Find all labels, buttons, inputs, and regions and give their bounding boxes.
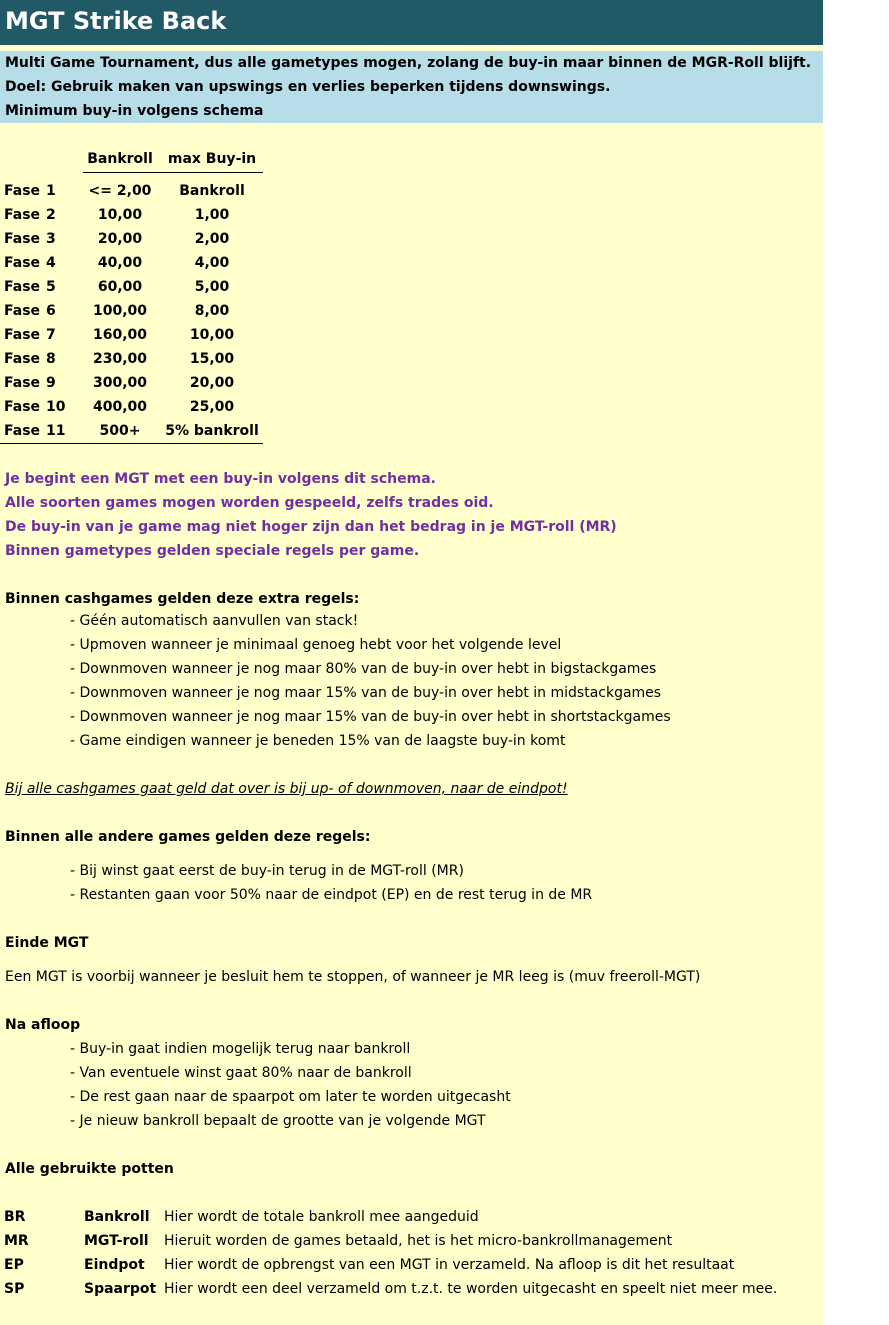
pot-description: Hier wordt de opbrengst van een MGT in verzameld. Na afloop is dit het resultaat: [164, 1257, 735, 1273]
bankroll-value: 500+: [99, 423, 141, 439]
pot-row: [0, 1205, 823, 1229]
bankroll-value: 60,00: [97, 279, 143, 295]
list-item: - Downmoven wanneer je nog maar 15% van de buy-in over hebt in midstackgames: [70, 685, 662, 701]
pot-name: Bankroll: [84, 1209, 150, 1225]
bankroll-value: 100,00: [92, 303, 148, 319]
pot-abbreviation: MR: [4, 1233, 29, 1249]
fase-number: 4: [46, 255, 56, 271]
table-row: [0, 299, 263, 323]
fase-number: 7: [46, 327, 56, 343]
fase-label: Fase: [4, 183, 41, 199]
pot-description: Hieruit worden de games betaald, het is het micro-bankrollmanagement: [164, 1233, 673, 1249]
fase-label: Fase: [4, 255, 41, 271]
potten-heading: Alle gebruikte potten: [5, 1161, 174, 1177]
fase-number: 1: [46, 183, 56, 199]
fase-label: Fase: [4, 327, 41, 343]
pot-name: Eindpot: [84, 1257, 145, 1273]
list-item: - De rest gaan naar de spaarpot om later te worden uitgecasht: [70, 1089, 511, 1105]
cashgames-heading: Binnen cashgames gelden deze extra regels:: [5, 591, 360, 607]
fase-number: 6: [46, 303, 56, 319]
intro-line-2: Doel: Gebruik maken van upswings en verlies beperken tijdens downswings.: [5, 79, 611, 95]
list-item: - Je nieuw bankroll bepaalt de grootte van je volgende MGT: [70, 1113, 486, 1129]
table-row: [0, 179, 263, 203]
fase-number: 11: [46, 423, 66, 439]
list-item: - Buy-in gaat indien mogelijk terug naar bankroll: [70, 1041, 411, 1057]
fase-label: Fase: [4, 207, 41, 223]
list-item: - Restanten gaan voor 50% naar de eindpot (EP) en de rest terug in de MR: [70, 887, 593, 903]
fase-label: Fase: [4, 279, 41, 295]
cashgames-note: Bij alle cashgames gaat geld dat over is bij up- of downmoven, naar de eindpot!: [5, 781, 568, 797]
info-line: De buy-in van je game mag niet hoger zijn dan het bedrag in je MGT-roll (MR): [5, 519, 617, 535]
list-item: - Upmoven wanneer je minimaal genoeg hebt voor het volgende level: [70, 637, 562, 653]
table-row: [0, 371, 263, 395]
afloop-heading: Na afloop: [5, 1017, 81, 1033]
pot-description: Hier wordt de totale bankroll mee aangeduid: [164, 1209, 479, 1225]
fase-label: Fase: [4, 399, 41, 415]
header-underline: [83, 172, 263, 173]
pot-row: [0, 1229, 823, 1253]
info-line: Binnen gametypes gelden speciale regels per game.: [5, 543, 420, 559]
einde-text: Een MGT is voorbij wanneer je besluit hem te stoppen, of wanneer je MR leeg is (muv freeroll-MGT): [5, 969, 701, 985]
buyin-value: 5,00: [194, 279, 230, 295]
buyin-value: 4,00: [194, 255, 230, 271]
pot-abbreviation: SP: [4, 1281, 25, 1297]
buyin-value: Bankroll: [179, 183, 245, 199]
fase-label: Fase: [4, 375, 41, 391]
fase-number: 5: [46, 279, 56, 295]
table-bottom-border: [0, 443, 263, 444]
buyin-value: 8,00: [194, 303, 230, 319]
fase-label: Fase: [4, 303, 41, 319]
bankroll-value: 10,00: [97, 207, 143, 223]
buyin-value: 5% bankroll: [165, 423, 259, 439]
pot-abbreviation: EP: [4, 1257, 24, 1273]
table-row: [0, 275, 263, 299]
list-item: - Van eventuele winst gaat 80% naar de bankroll: [70, 1065, 412, 1081]
fase-label: Fase: [4, 231, 41, 247]
buyin-value: 15,00: [189, 351, 235, 367]
page-title: MGT Strike Back: [5, 7, 227, 35]
pot-row: [0, 1277, 823, 1301]
list-item: - Downmoven wanneer je nog maar 15% van de buy-in over hebt in shortstackgames: [70, 709, 671, 725]
pot-abbreviation: BR: [4, 1209, 26, 1225]
pot-name: MGT-roll: [84, 1233, 149, 1249]
buyin-value: 1,00: [194, 207, 230, 223]
buyin-value: 20,00: [189, 375, 235, 391]
table-row: [0, 251, 263, 275]
intro-line-1: Multi Game Tournament, dus alle gametypes mogen, zolang de buy-in maar binnen de MGR-Roll blijft.: [5, 55, 812, 71]
info-line: Alle soorten games mogen worden gespeeld, zelfs trades oid.: [5, 495, 494, 511]
table-row: [0, 347, 263, 371]
table-row: [0, 203, 263, 227]
fase-number: 10: [46, 399, 66, 415]
table-row: [0, 419, 263, 443]
intro-line-3: Minimum buy-in volgens schema: [5, 103, 264, 119]
pot-name: Spaarpot: [84, 1281, 157, 1297]
title-bar: [0, 0, 823, 45]
other-games-heading: Binnen alle andere games gelden deze regels:: [5, 829, 371, 845]
fase-number: 8: [46, 351, 56, 367]
list-item: - Downmoven wanneer je nog maar 80% van de buy-in over hebt in bigstackgames: [70, 661, 657, 677]
fase-number: 9: [46, 375, 56, 391]
pot-description: Hier wordt een deel verzameld om t.z.t. te worden uitgecasht en speelt niet meer mee.: [164, 1281, 778, 1297]
info-line: Je begint een MGT met een buy-in volgens dit schema.: [5, 471, 436, 487]
bankroll-value: 160,00: [92, 327, 148, 343]
buyin-value: 2,00: [194, 231, 230, 247]
fase-number: 3: [46, 231, 56, 247]
list-item: - Game eindigen wanneer je beneden 15% van de laagste buy-in komt: [70, 733, 566, 749]
table-row: [0, 395, 263, 419]
table-row: [0, 227, 263, 251]
fase-label: Fase: [4, 351, 41, 367]
bankroll-value: 400,00: [92, 399, 148, 415]
fase-number: 2: [46, 207, 56, 223]
fase-label: Fase: [4, 423, 41, 439]
bankroll-value: 40,00: [97, 255, 143, 271]
buyin-value: 25,00: [189, 399, 235, 415]
bankroll-value: <= 2,00: [88, 183, 152, 199]
table-row: [0, 323, 263, 347]
table-header-buyin: max Buy-in: [167, 151, 257, 167]
list-item: - Bij winst gaat eerst de buy-in terug in de MGT-roll (MR): [70, 863, 464, 879]
buyin-value: 10,00: [189, 327, 235, 343]
table-header-bankroll: Bankroll: [87, 151, 153, 167]
bankroll-value: 300,00: [92, 375, 148, 391]
list-item: - Géén automatisch aanvullen van stack!: [70, 613, 359, 629]
bankroll-value: 20,00: [97, 231, 143, 247]
bankroll-value: 230,00: [92, 351, 148, 367]
intro-block: [0, 51, 823, 123]
einde-heading: Einde MGT: [5, 935, 89, 951]
pot-row: [0, 1253, 823, 1277]
